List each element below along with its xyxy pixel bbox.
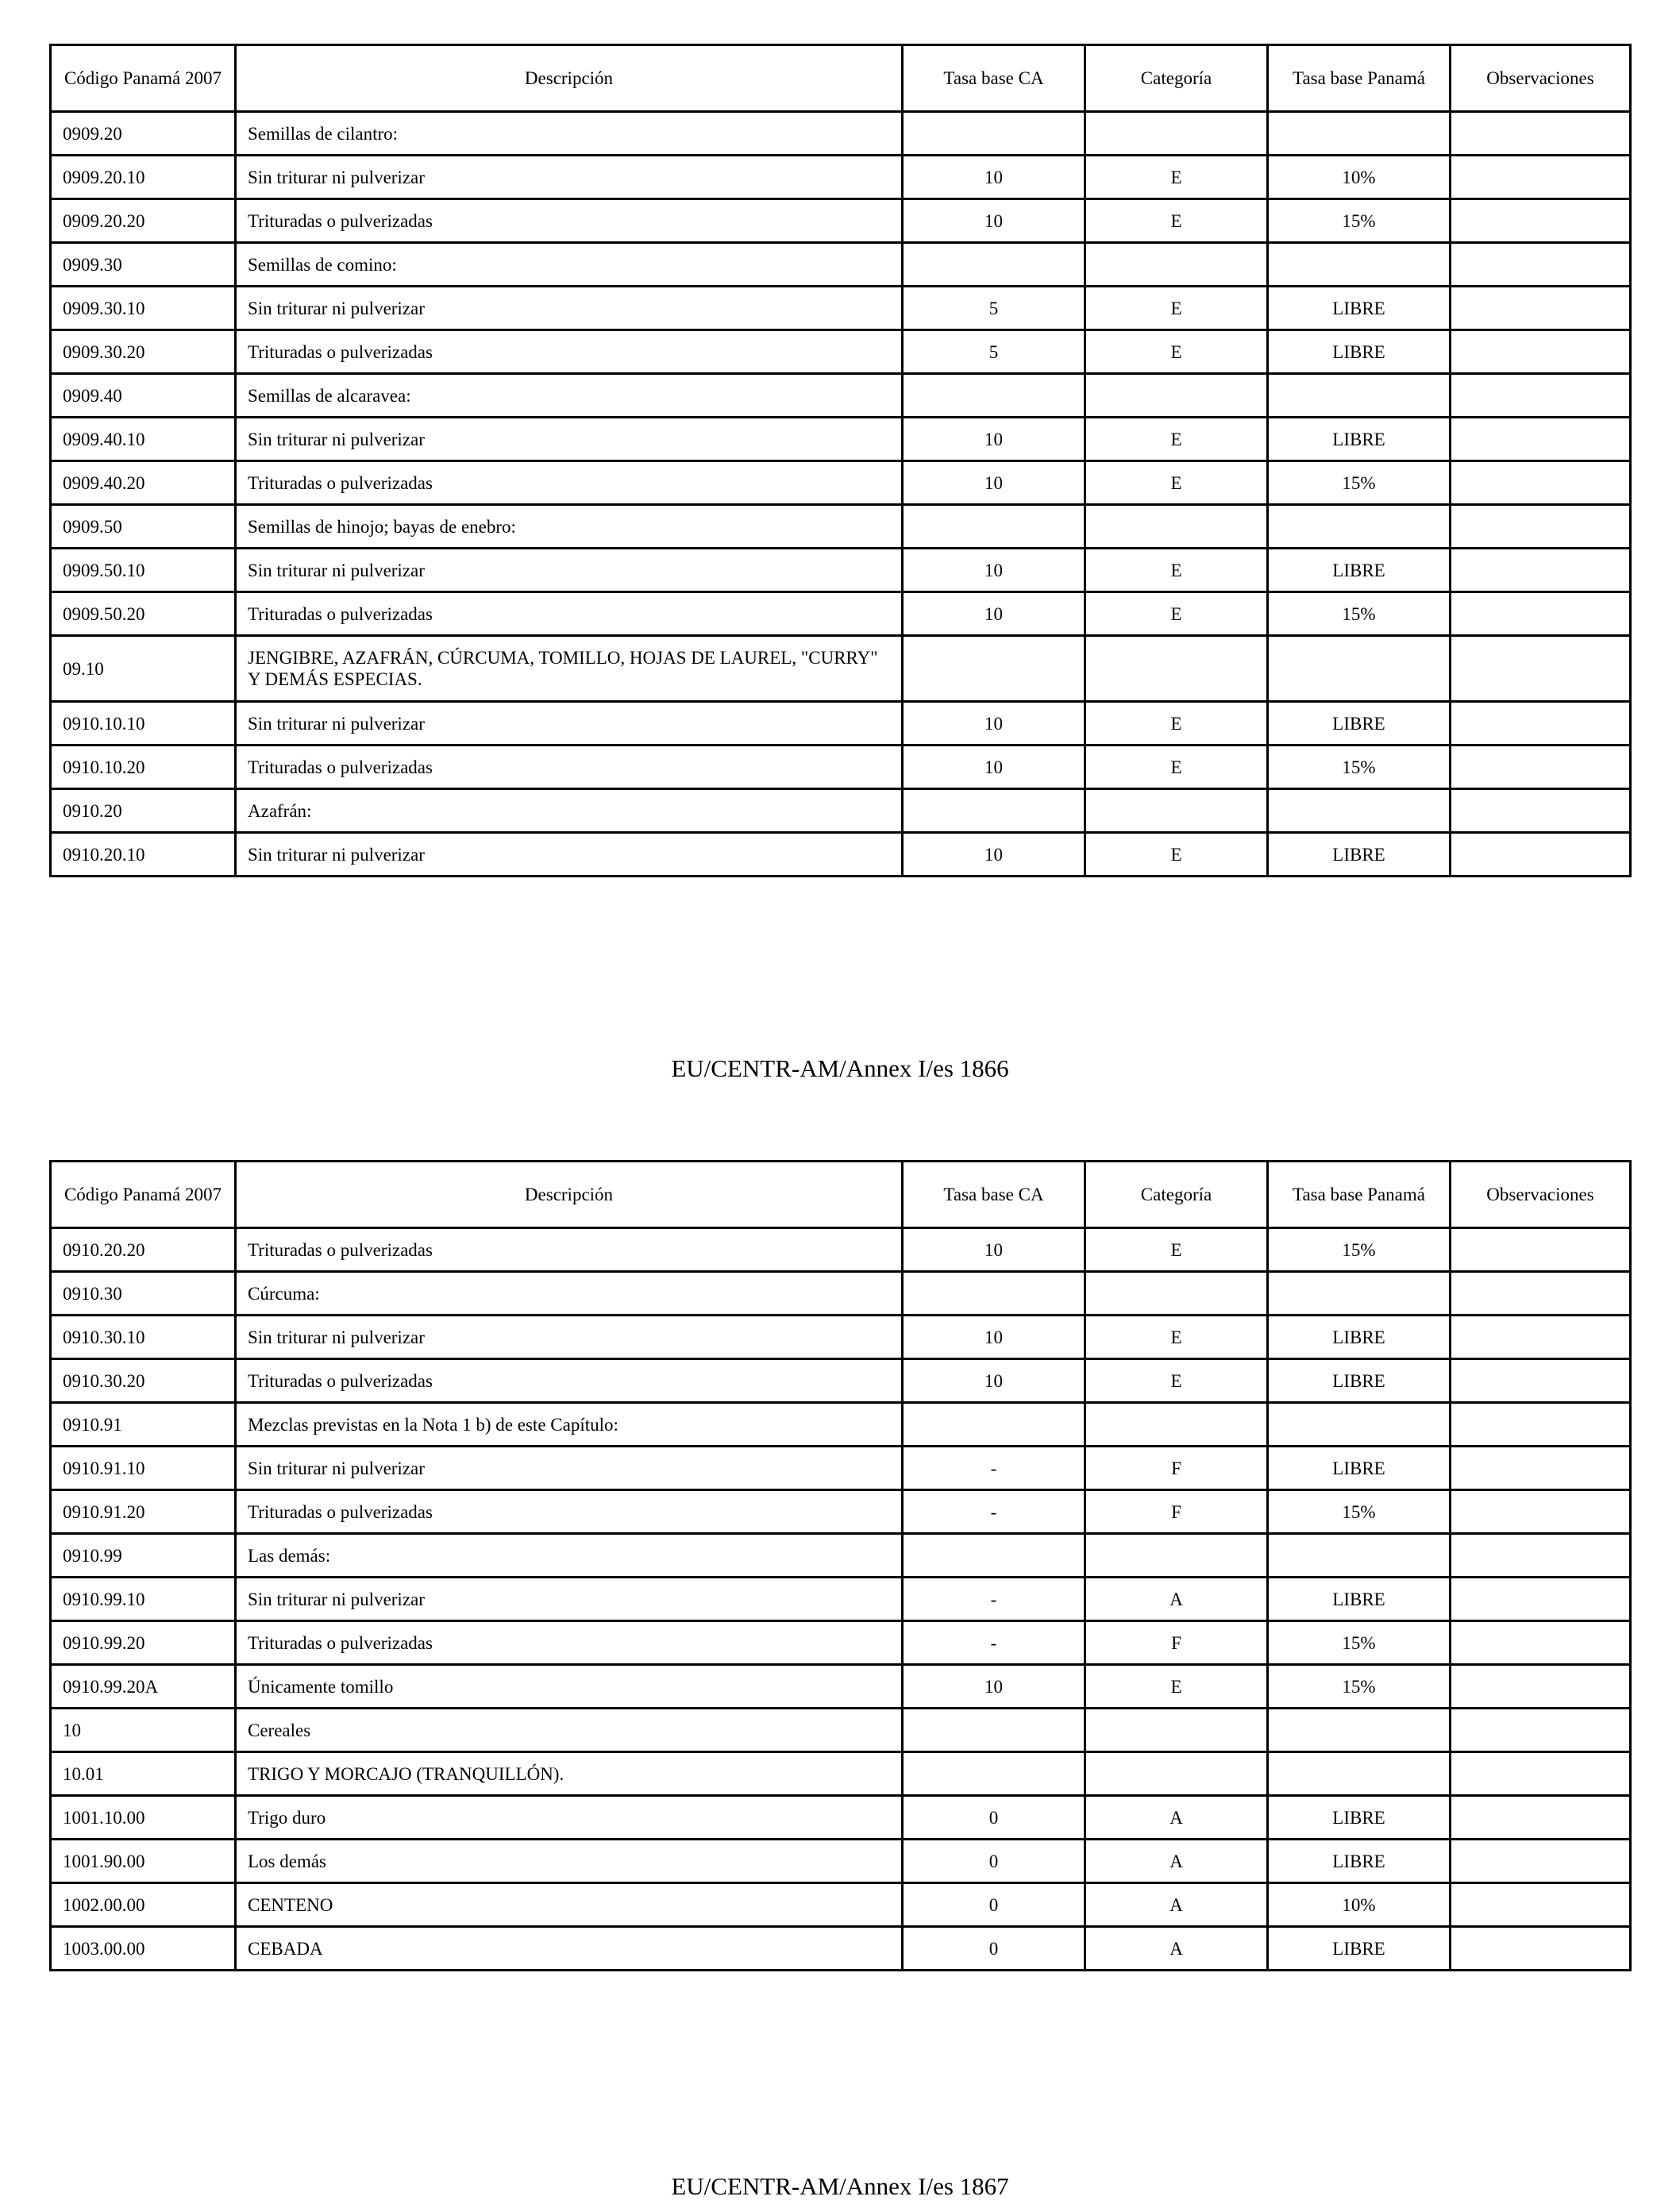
cell-descripcion: Trituradas o pulverizadas — [236, 592, 903, 636]
cell-tasa-ca: 0 — [903, 1927, 1085, 1971]
cell-descripcion: Sin triturar ni pulverizar — [236, 1578, 903, 1621]
cell-observaciones — [1451, 1403, 1631, 1447]
cell-tasa-panama: LIBRE — [1268, 1316, 1451, 1359]
cell-categoria: E — [1085, 156, 1268, 199]
table-row — [51, 505, 1631, 549]
table-body — [51, 112, 1631, 877]
cell-categoria — [1085, 789, 1268, 833]
cell-tasa-panama: LIBRE — [1268, 1840, 1451, 1883]
cell-tasa-ca: 10 — [903, 1665, 1085, 1709]
cell-observaciones — [1451, 1228, 1631, 1272]
cell-tasa-ca: - — [903, 1447, 1085, 1490]
table-row — [51, 112, 1631, 156]
cell-observaciones — [1451, 636, 1631, 702]
cell-tasa-ca: - — [903, 1621, 1085, 1665]
page-footer: EU/CENTR-AM/Annex I/es 1867 — [671, 2172, 1009, 2200]
cell-descripcion: Las demás: — [236, 1534, 903, 1578]
cell-tasa-panama: LIBRE — [1268, 1578, 1451, 1621]
cell-codigo: 09.10 — [51, 636, 236, 702]
table-row — [51, 789, 1631, 833]
cell-tasa-panama: 15% — [1268, 1621, 1451, 1665]
cell-categoria: E — [1085, 461, 1268, 505]
cell-categoria: E — [1085, 1228, 1268, 1272]
cell-descripcion: Semillas de cilantro: — [236, 112, 903, 156]
header-tasa-panama: Tasa base Panamá — [1268, 45, 1451, 112]
cell-categoria — [1085, 636, 1268, 702]
header-observaciones: Observaciones — [1451, 1162, 1631, 1228]
cell-tasa-ca — [903, 1752, 1085, 1796]
header-codigo: Código Panamá 2007 — [51, 1162, 236, 1228]
table-row — [51, 1359, 1631, 1403]
table-row — [51, 374, 1631, 418]
cell-codigo: 0910.10.10 — [51, 702, 236, 746]
table-row — [51, 1403, 1631, 1447]
cell-observaciones — [1451, 592, 1631, 636]
cell-tasa-panama: 15% — [1268, 592, 1451, 636]
cell-tasa-panama: 15% — [1268, 461, 1451, 505]
cell-tasa-ca: 10 — [903, 702, 1085, 746]
cell-categoria: E — [1085, 702, 1268, 746]
cell-codigo: 0910.20.20 — [51, 1228, 236, 1272]
header-row — [51, 45, 1631, 112]
cell-categoria — [1085, 505, 1268, 549]
cell-tasa-ca: 10 — [903, 592, 1085, 636]
cell-tasa-panama: LIBRE — [1268, 1796, 1451, 1840]
cell-observaciones — [1451, 1272, 1631, 1316]
cell-descripcion: CENTENO — [236, 1883, 903, 1927]
cell-codigo: 0910.91.20 — [51, 1490, 236, 1534]
table-row — [51, 156, 1631, 199]
cell-tasa-panama — [1268, 112, 1451, 156]
cell-tasa-panama: LIBRE — [1268, 833, 1451, 877]
cell-tasa-ca — [903, 112, 1085, 156]
cell-categoria — [1085, 1752, 1268, 1796]
table-row — [51, 1621, 1631, 1665]
cell-descripcion: Trituradas o pulverizadas — [236, 1228, 903, 1272]
cell-tasa-ca: 10 — [903, 1316, 1085, 1359]
cell-tasa-panama: LIBRE — [1268, 1927, 1451, 1971]
header-tasa-panama: Tasa base Panamá — [1268, 1162, 1451, 1228]
cell-categoria — [1085, 243, 1268, 287]
cell-codigo: 0909.40.20 — [51, 461, 236, 505]
cell-categoria: E — [1085, 549, 1268, 592]
cell-tasa-ca: 0 — [903, 1883, 1085, 1927]
table-row — [51, 1490, 1631, 1534]
table-row — [51, 833, 1631, 877]
cell-observaciones — [1451, 418, 1631, 461]
cell-descripcion: Trituradas o pulverizadas — [236, 1359, 903, 1403]
cell-categoria — [1085, 112, 1268, 156]
cell-tasa-panama: LIBRE — [1268, 1447, 1451, 1490]
cell-tasa-ca: 10 — [903, 461, 1085, 505]
cell-codigo: 0910.99.20 — [51, 1621, 236, 1665]
table-row — [51, 199, 1631, 243]
table-row — [51, 702, 1631, 746]
cell-descripcion: Sin triturar ni pulverizar — [236, 287, 903, 330]
table-row — [51, 1883, 1631, 1927]
cell-descripcion: CEBADA — [236, 1927, 903, 1971]
cell-codigo: 0910.99 — [51, 1534, 236, 1578]
cell-observaciones — [1451, 746, 1631, 789]
table-row — [51, 1927, 1631, 1971]
cell-tasa-ca: 10 — [903, 418, 1085, 461]
table-row — [51, 1316, 1631, 1359]
table-row — [51, 418, 1631, 461]
cell-descripcion: Cúrcuma: — [236, 1272, 903, 1316]
cell-tasa-panama: 15% — [1268, 1228, 1451, 1272]
table-row — [51, 549, 1631, 592]
cell-observaciones — [1451, 199, 1631, 243]
cell-categoria — [1085, 1709, 1268, 1752]
cell-tasa-panama: LIBRE — [1268, 1359, 1451, 1403]
cell-categoria: E — [1085, 592, 1268, 636]
cell-tasa-ca: 10 — [903, 156, 1085, 199]
cell-tasa-panama: 15% — [1268, 746, 1451, 789]
cell-tasa-panama — [1268, 789, 1451, 833]
cell-observaciones — [1451, 1709, 1631, 1752]
table-row — [51, 1665, 1631, 1709]
header-categoria: Categoría — [1085, 1162, 1268, 1228]
cell-tasa-ca: 10 — [903, 1359, 1085, 1403]
table-body — [51, 1228, 1631, 1971]
cell-descripcion: JENGIBRE, AZAFRÁN, CÚRCUMA, TOMILLO, HOJAS DE LAUREL, "CURRY" Y DEMÁS ESPECIAS. — [236, 636, 903, 702]
cell-tasa-panama: LIBRE — [1268, 549, 1451, 592]
cell-descripcion: Únicamente tomillo — [236, 1665, 903, 1709]
tariff-table-page-1867 — [49, 1160, 1632, 1971]
cell-codigo: 0910.30.10 — [51, 1316, 236, 1359]
cell-observaciones — [1451, 1447, 1631, 1490]
cell-observaciones — [1451, 702, 1631, 746]
cell-codigo: 0909.30.10 — [51, 287, 236, 330]
cell-categoria: F — [1085, 1490, 1268, 1534]
table-row — [51, 1709, 1631, 1752]
cell-tasa-panama: LIBRE — [1268, 702, 1451, 746]
cell-tasa-ca: 5 — [903, 287, 1085, 330]
header-row — [51, 1162, 1631, 1228]
cell-codigo: 1001.90.00 — [51, 1840, 236, 1883]
header-tasa-ca: Tasa base CA — [903, 1162, 1085, 1228]
cell-tasa-ca: 5 — [903, 330, 1085, 374]
cell-tasa-panama — [1268, 1403, 1451, 1447]
cell-descripcion: Sin triturar ni pulverizar — [236, 702, 903, 746]
cell-tasa-ca: 0 — [903, 1796, 1085, 1840]
cell-tasa-ca — [903, 374, 1085, 418]
cell-tasa-ca — [903, 243, 1085, 287]
table-row — [51, 746, 1631, 789]
cell-observaciones — [1451, 833, 1631, 877]
table-row — [51, 1447, 1631, 1490]
cell-categoria: E — [1085, 199, 1268, 243]
cell-observaciones — [1451, 1534, 1631, 1578]
cell-descripcion: Trituradas o pulverizadas — [236, 1621, 903, 1665]
table-row — [51, 1272, 1631, 1316]
cell-codigo: 0909.30.20 — [51, 330, 236, 374]
cell-categoria: F — [1085, 1621, 1268, 1665]
table-header — [51, 45, 1631, 112]
cell-categoria: E — [1085, 1665, 1268, 1709]
cell-descripcion: Semillas de comino: — [236, 243, 903, 287]
cell-observaciones — [1451, 789, 1631, 833]
cell-observaciones — [1451, 243, 1631, 287]
cell-tasa-ca: 10 — [903, 199, 1085, 243]
cell-descripcion: Trituradas o pulverizadas — [236, 330, 903, 374]
cell-tasa-ca: 10 — [903, 833, 1085, 877]
cell-codigo: 0909.40.10 — [51, 418, 236, 461]
cell-descripcion: Sin triturar ni pulverizar — [236, 1447, 903, 1490]
cell-descripcion: Sin triturar ni pulverizar — [236, 418, 903, 461]
header-tasa-ca: Tasa base CA — [903, 45, 1085, 112]
cell-codigo: 0909.40 — [51, 374, 236, 418]
cell-tasa-ca: 10 — [903, 1228, 1085, 1272]
cell-tasa-panama — [1268, 1272, 1451, 1316]
cell-tasa-panama: LIBRE — [1268, 330, 1451, 374]
cell-categoria: E — [1085, 1359, 1268, 1403]
cell-codigo: 1002.00.00 — [51, 1883, 236, 1927]
cell-categoria: E — [1085, 330, 1268, 374]
cell-tasa-ca — [903, 505, 1085, 549]
table-row — [51, 592, 1631, 636]
cell-codigo: 0910.91.10 — [51, 1447, 236, 1490]
cell-observaciones — [1451, 1316, 1631, 1359]
cell-codigo: 0909.30 — [51, 243, 236, 287]
cell-categoria: E — [1085, 833, 1268, 877]
table-row — [51, 1578, 1631, 1621]
header-observaciones: Observaciones — [1451, 45, 1631, 112]
cell-categoria: E — [1085, 418, 1268, 461]
cell-categoria: E — [1085, 287, 1268, 330]
cell-tasa-ca — [903, 1534, 1085, 1578]
cell-tasa-panama: LIBRE — [1268, 418, 1451, 461]
table-row — [51, 243, 1631, 287]
cell-descripcion: Azafrán: — [236, 789, 903, 833]
page-footer: EU/CENTR-AM/Annex I/es 1866 — [671, 1054, 1009, 1082]
cell-descripcion: Cereales — [236, 1709, 903, 1752]
cell-observaciones — [1451, 1490, 1631, 1534]
cell-codigo: 0909.20.10 — [51, 156, 236, 199]
cell-descripcion: Trituradas o pulverizadas — [236, 199, 903, 243]
cell-tasa-ca: - — [903, 1490, 1085, 1534]
cell-tasa-ca — [903, 1272, 1085, 1316]
cell-descripcion: Sin triturar ni pulverizar — [236, 1316, 903, 1359]
cell-codigo: 0910.20 — [51, 789, 236, 833]
table-row — [51, 1840, 1631, 1883]
tariff-table-page-1866 — [49, 44, 1632, 877]
cell-codigo: 0910.99.20A — [51, 1665, 236, 1709]
cell-categoria: A — [1085, 1796, 1268, 1840]
cell-observaciones — [1451, 112, 1631, 156]
cell-codigo: 0910.20.10 — [51, 833, 236, 877]
cell-tasa-ca: 0 — [903, 1840, 1085, 1883]
cell-tasa-panama: 10% — [1268, 156, 1451, 199]
table-row — [51, 636, 1631, 702]
cell-descripcion: Sin triturar ni pulverizar — [236, 833, 903, 877]
cell-categoria: A — [1085, 1578, 1268, 1621]
cell-codigo: 0910.10.20 — [51, 746, 236, 789]
cell-tasa-panama — [1268, 243, 1451, 287]
cell-observaciones — [1451, 374, 1631, 418]
cell-categoria: A — [1085, 1883, 1268, 1927]
header-categoria: Categoría — [1085, 45, 1268, 112]
cell-codigo: 1003.00.00 — [51, 1927, 236, 1971]
cell-tasa-panama — [1268, 1709, 1451, 1752]
cell-descripcion: Trituradas o pulverizadas — [236, 746, 903, 789]
cell-tasa-ca: - — [903, 1578, 1085, 1621]
cell-descripcion: TRIGO Y MORCAJO (TRANQUILLÓN). — [236, 1752, 903, 1796]
cell-codigo: 1001.10.00 — [51, 1796, 236, 1840]
cell-tasa-panama: 15% — [1268, 199, 1451, 243]
cell-categoria — [1085, 1534, 1268, 1578]
cell-descripcion: Trituradas o pulverizadas — [236, 461, 903, 505]
table-row — [51, 1534, 1631, 1578]
cell-codigo: 0909.50.20 — [51, 592, 236, 636]
cell-observaciones — [1451, 1752, 1631, 1796]
cell-observaciones — [1451, 461, 1631, 505]
cell-categoria: A — [1085, 1840, 1268, 1883]
cell-codigo: 0909.50 — [51, 505, 236, 549]
cell-observaciones — [1451, 330, 1631, 374]
cell-tasa-ca — [903, 636, 1085, 702]
cell-tasa-panama: 10% — [1268, 1883, 1451, 1927]
cell-tasa-panama: 15% — [1268, 1490, 1451, 1534]
cell-tasa-panama — [1268, 1752, 1451, 1796]
header-descripcion: Descripción — [236, 1162, 903, 1228]
cell-descripcion: Sin triturar ni pulverizar — [236, 156, 903, 199]
cell-tasa-panama — [1268, 505, 1451, 549]
cell-tasa-ca — [903, 789, 1085, 833]
cell-codigo: 0910.30 — [51, 1272, 236, 1316]
cell-categoria — [1085, 1272, 1268, 1316]
cell-codigo: 0910.99.10 — [51, 1578, 236, 1621]
cell-categoria: E — [1085, 1316, 1268, 1359]
cell-tasa-panama: LIBRE — [1268, 287, 1451, 330]
cell-codigo: 0910.30.20 — [51, 1359, 236, 1403]
table-row — [51, 1796, 1631, 1840]
table-row — [51, 461, 1631, 505]
table-row — [51, 287, 1631, 330]
cell-descripcion: Trituradas o pulverizadas — [236, 1490, 903, 1534]
cell-tasa-ca: 10 — [903, 746, 1085, 789]
cell-categoria: E — [1085, 746, 1268, 789]
cell-tasa-ca — [903, 1709, 1085, 1752]
cell-tasa-ca — [903, 1403, 1085, 1447]
cell-categoria: A — [1085, 1927, 1268, 1971]
cell-codigo: 10 — [51, 1709, 236, 1752]
header-codigo: Código Panamá 2007 — [51, 45, 236, 112]
cell-tasa-panama: 15% — [1268, 1665, 1451, 1709]
cell-descripcion: Sin triturar ni pulverizar — [236, 549, 903, 592]
cell-descripcion: Trigo duro — [236, 1796, 903, 1840]
table-row — [51, 330, 1631, 374]
cell-observaciones — [1451, 1883, 1631, 1927]
cell-codigo: 0909.20.20 — [51, 199, 236, 243]
cell-observaciones — [1451, 1359, 1631, 1403]
cell-observaciones — [1451, 1578, 1631, 1621]
cell-categoria: F — [1085, 1447, 1268, 1490]
cell-observaciones — [1451, 1927, 1631, 1971]
cell-observaciones — [1451, 1665, 1631, 1709]
cell-descripcion: Los demás — [236, 1840, 903, 1883]
cell-categoria — [1085, 1403, 1268, 1447]
cell-descripcion: Mezclas previstas en la Nota 1 b) de este Capítulo: — [236, 1403, 903, 1447]
cell-observaciones — [1451, 549, 1631, 592]
cell-codigo: 10.01 — [51, 1752, 236, 1796]
table-row — [51, 1228, 1631, 1272]
table-header — [51, 1162, 1631, 1228]
cell-codigo: 0909.50.10 — [51, 549, 236, 592]
header-descripcion: Descripción — [236, 45, 903, 112]
cell-tasa-panama — [1268, 1534, 1451, 1578]
cell-observaciones — [1451, 287, 1631, 330]
cell-codigo: 0909.20 — [51, 112, 236, 156]
cell-observaciones — [1451, 1796, 1631, 1840]
cell-observaciones — [1451, 1621, 1631, 1665]
cell-categoria — [1085, 374, 1268, 418]
cell-descripcion: Semillas de hinojo; bayas de enebro: — [236, 505, 903, 549]
cell-codigo: 0910.91 — [51, 1403, 236, 1447]
cell-tasa-panama — [1268, 636, 1451, 702]
cell-tasa-ca: 10 — [903, 549, 1085, 592]
cell-observaciones — [1451, 1840, 1631, 1883]
cell-descripcion: Semillas de alcaravea: — [236, 374, 903, 418]
cell-observaciones — [1451, 505, 1631, 549]
table-row — [51, 1752, 1631, 1796]
cell-tasa-panama — [1268, 374, 1451, 418]
cell-observaciones — [1451, 156, 1631, 199]
